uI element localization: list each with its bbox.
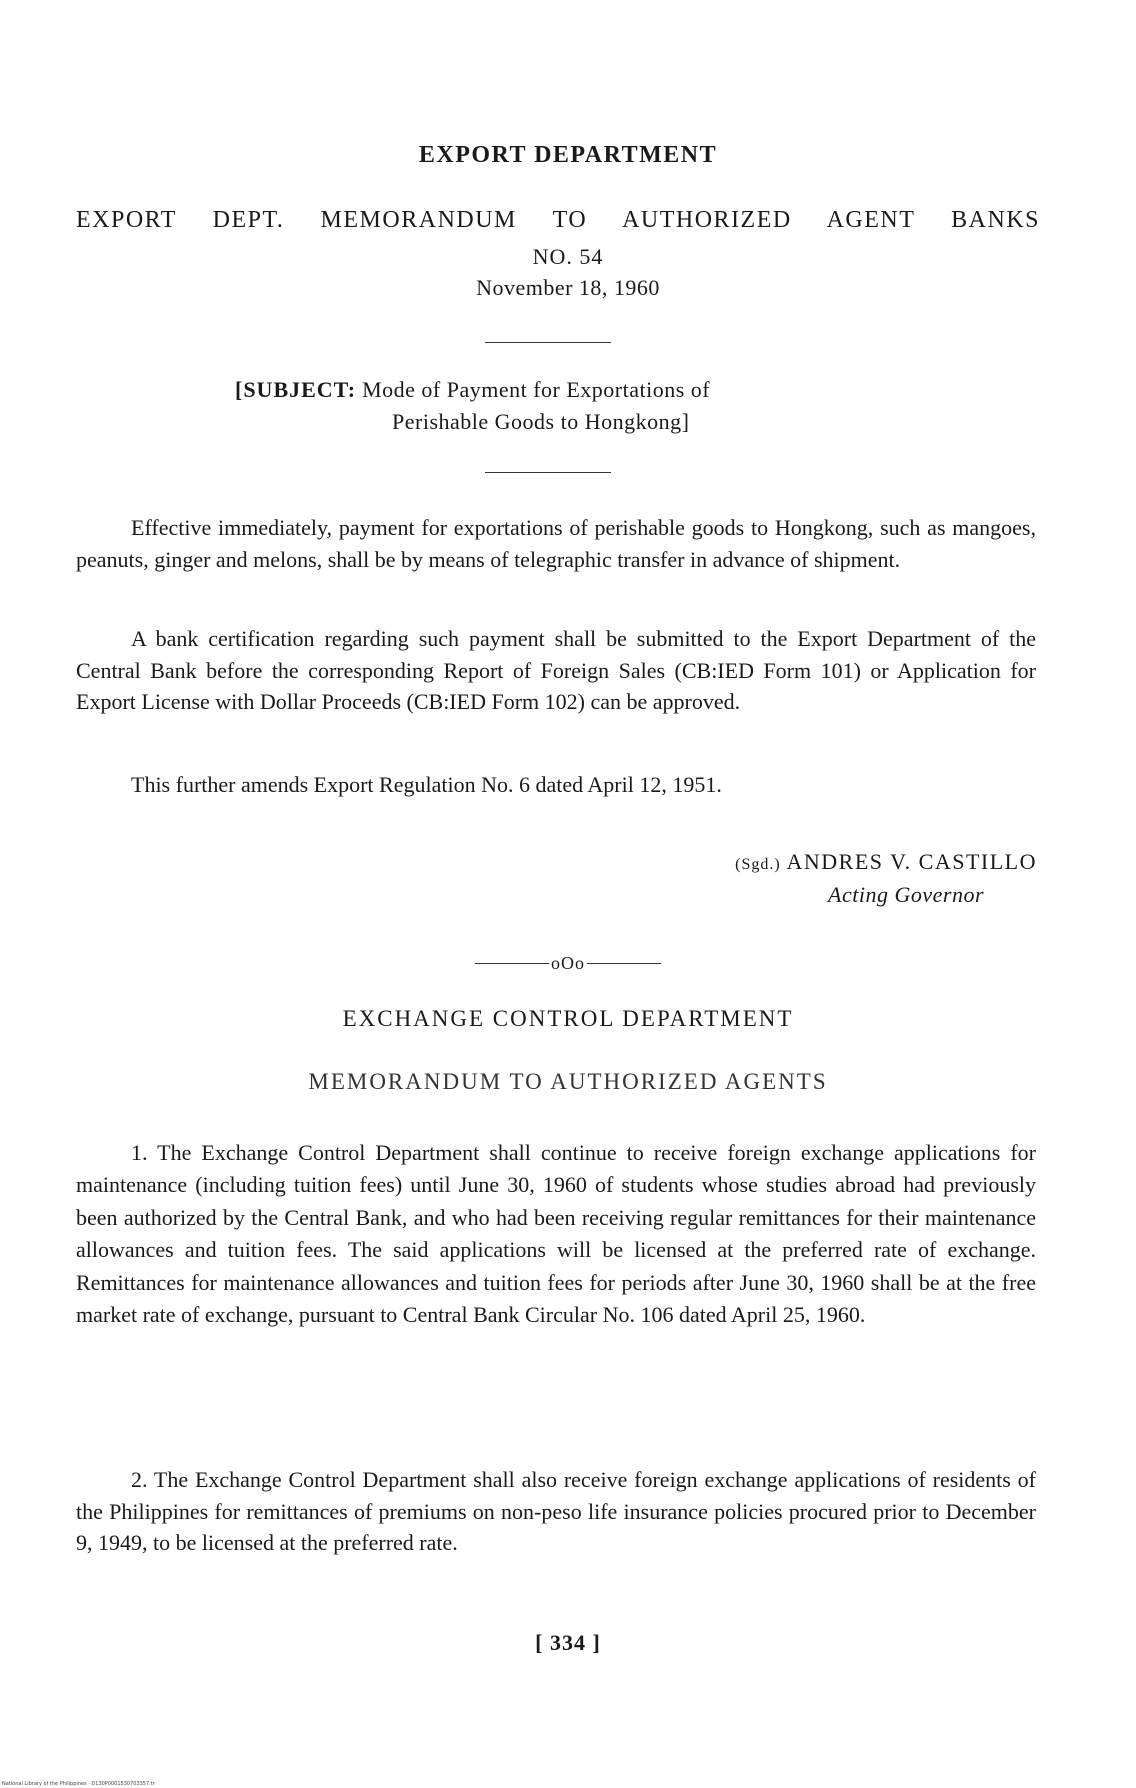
body-paragraph-1: Effective immediately, payment for exportations of perishable goods to Hongkong, such as mangoes, peanuts, ginger and melons, shall be by means of telegraphic transfer in advance of shipment.: [76, 515, 1036, 572]
separator-line-left: [475, 963, 549, 964]
signature-title: Acting Governor: [828, 882, 984, 907]
section2-memo-title: MEMORANDUM TO AUTHORIZED AGENTS: [308, 1069, 828, 1094]
separator-line-right: [587, 963, 661, 964]
subject-line-1: [235, 377, 710, 403]
signature-prefix: (Sgd.): [735, 856, 781, 873]
subject-text-1: Mode of Payment for Exportations of: [362, 377, 711, 402]
section2-item-2: 2. The Exchange Control Department shall also receive foreign exchange applications of residents of the Philippines for remittances of premiums on non-peso life insurance policies procured prior to December 9, 1949, to be licensed at the preferred rate.: [76, 1467, 1036, 1555]
memo-date: November 18, 1960: [476, 275, 660, 300]
body-paragraph-3: This further amends Export Regulation No. 6 dated April 12, 1951.: [131, 772, 722, 797]
divider-rule: [485, 472, 611, 473]
section2-department-heading: EXCHANGE CONTROL DEPARTMENT: [342, 1006, 794, 1031]
separator-text: oOo: [551, 953, 585, 974]
section2-item-1: 1. The Exchange Control Department shall continue to receive foreign exchange applications for maintenance (including tuition fees) until June 30, 1960 of students whose studies abroad had previously been authorized by the Central Bank, and who had been receiving regular remittances for their maintenance allowances and tuition fees. The said applications will be licensed at the preferred rate of exchange. Remittances for maintenance allowances and tuition fees for periods after June 30, 1960 shall be at the free market rate of exchange, pursuant to Central Bank Circular No. 106 dated April 25, 1960.: [76, 1140, 1036, 1328]
footer-stamp: National Library of the Philippines · D130P0001530703357.tr: [2, 1781, 155, 1787]
page-number: [ 334 ]: [535, 1630, 601, 1655]
divider-rule: [485, 342, 611, 343]
subject-label: [SUBJECT:: [235, 377, 357, 402]
memo-title: EXPORT DEPT. MEMORANDUM TO AUTHORIZED AGENT BANKS: [76, 207, 1040, 233]
memo-number: NO. 54: [532, 244, 604, 269]
section-separator: [0, 952, 1136, 974]
department-heading: EXPORT DEPARTMENT: [418, 142, 718, 168]
subject-line-2: Perishable Goods to Hongkong]: [392, 409, 690, 434]
signature-name-line: [624, 849, 1037, 875]
signature-name: ANDRES V. CASTILLO: [786, 849, 1037, 874]
body-paragraph-2: A bank certification regarding such payment shall be submitted to the Export Department of the Central Bank before the corresponding Report of Foreign Sales (CB:IED Form 101) or Application for Export License with Dollar Proceeds (CB:IED Form 102) can be approved.: [76, 626, 1036, 714]
